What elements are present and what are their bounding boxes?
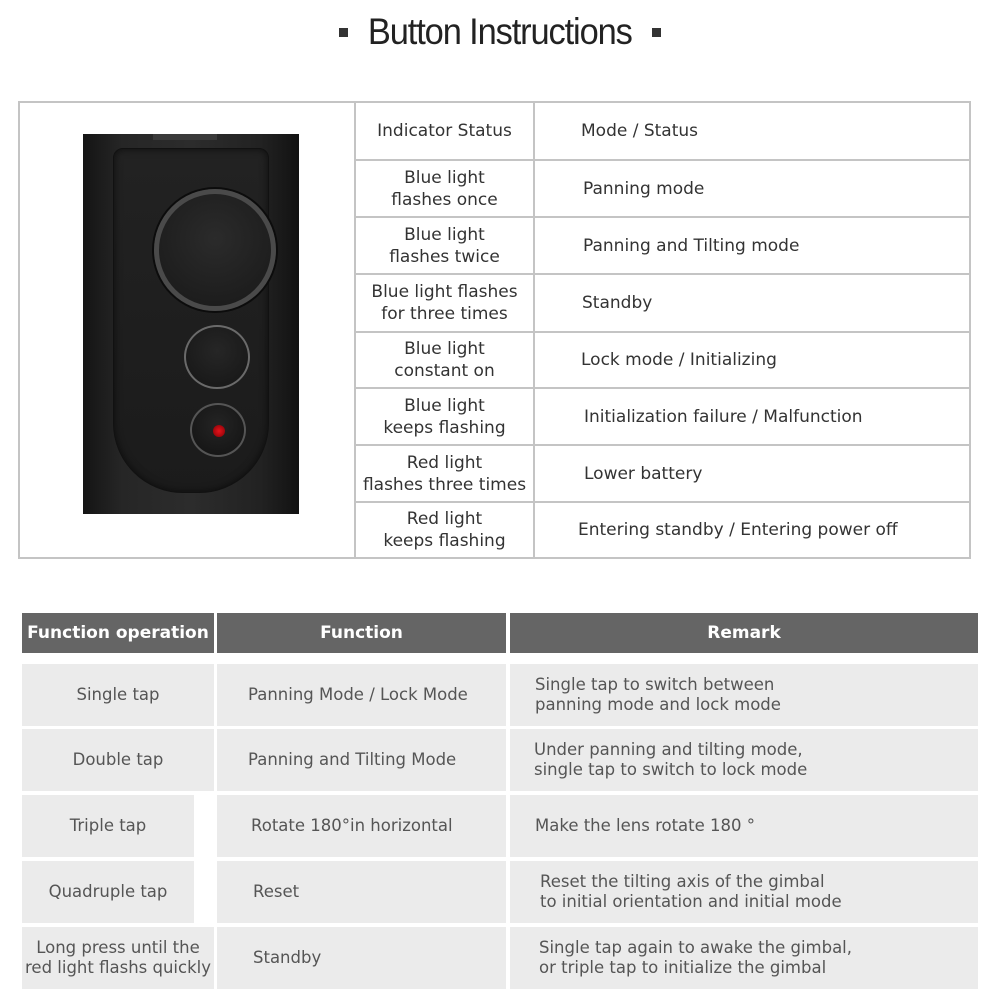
remark-header: Remark xyxy=(510,613,978,653)
red-led-icon xyxy=(213,425,225,437)
square-bullet-icon xyxy=(652,28,661,37)
remark-cell: Single tap to switch between panning mode and lock mode xyxy=(510,664,978,726)
mode-cell: Standby xyxy=(582,293,653,313)
remark-cell: Under panning and tilting mode, single tap to switch to lock mode xyxy=(510,729,978,791)
gimbal-handle-image xyxy=(83,134,299,514)
device-image-cell xyxy=(20,103,356,557)
indicator-status-section xyxy=(18,101,971,559)
function-header: Function xyxy=(217,613,506,653)
joystick-icon xyxy=(154,189,276,311)
function-cell: Reset xyxy=(217,861,506,923)
function-cell: Panning and Tilting Mode xyxy=(217,729,506,791)
status-row xyxy=(356,275,971,333)
function-cell: Panning Mode / Lock Mode xyxy=(217,664,506,726)
page-title xyxy=(0,10,1000,54)
mode-cell: Panning and Tilting mode xyxy=(583,235,800,256)
mode-cell: Panning mode xyxy=(583,178,705,199)
operation-cell: Single tap xyxy=(22,664,214,726)
indicator-cell: Red light flashes three times xyxy=(356,446,535,501)
square-bullet-icon xyxy=(339,28,348,37)
mode-status-header: Mode / Status xyxy=(581,121,699,141)
operation-cell: Long press until the red light flashs quickly xyxy=(22,927,214,989)
remark-cell: Make the lens rotate 180 ° xyxy=(510,795,978,857)
function-operation-header: Function operation xyxy=(22,613,214,653)
indicator-status-header: Indicator Status xyxy=(356,103,535,159)
indicator-cell: Blue light flashes for three times xyxy=(356,275,535,331)
operation-cell: Quadruple tap xyxy=(22,861,194,923)
function-button-icon xyxy=(184,325,250,389)
function-cell: Rotate 180°in horizontal xyxy=(217,795,506,857)
mode-cell: Initialization failure / Malfunction xyxy=(584,406,863,427)
control-panel xyxy=(113,148,269,493)
status-row xyxy=(356,389,971,446)
status-row xyxy=(356,218,971,275)
indicator-cell: Blue light constant on xyxy=(356,333,535,387)
indicator-cell: Blue light keeps flashing xyxy=(356,389,535,444)
indicator-cell: Blue light flashes twice xyxy=(356,218,535,273)
mode-cell: Entering standby / Entering power off xyxy=(578,520,898,540)
mode-cell: Lower battery xyxy=(584,463,703,484)
remark-cell: Reset the tilting axis of the gimbal to initial orientation and initial mode xyxy=(510,861,978,923)
function-cell: Standby xyxy=(217,927,506,989)
status-row xyxy=(356,503,971,557)
operation-cell: Triple tap xyxy=(22,795,194,857)
indicator-cell: Red light keeps flashing xyxy=(356,503,535,557)
mode-cell: Lock mode / Initializing xyxy=(581,350,777,370)
status-row xyxy=(356,161,971,218)
status-row xyxy=(356,333,971,389)
indicator-cell: Blue light flashes once xyxy=(356,161,535,216)
status-row xyxy=(356,446,971,503)
remark-cell: Single tap again to awake the gimbal, or triple tap to initialize the gimbal xyxy=(510,927,978,989)
page-title-text: Button Instructions xyxy=(368,11,632,52)
status-header-row xyxy=(356,103,971,161)
operation-cell: Double tap xyxy=(22,729,214,791)
indicator-button-icon xyxy=(190,403,246,457)
device-notch xyxy=(153,134,217,140)
